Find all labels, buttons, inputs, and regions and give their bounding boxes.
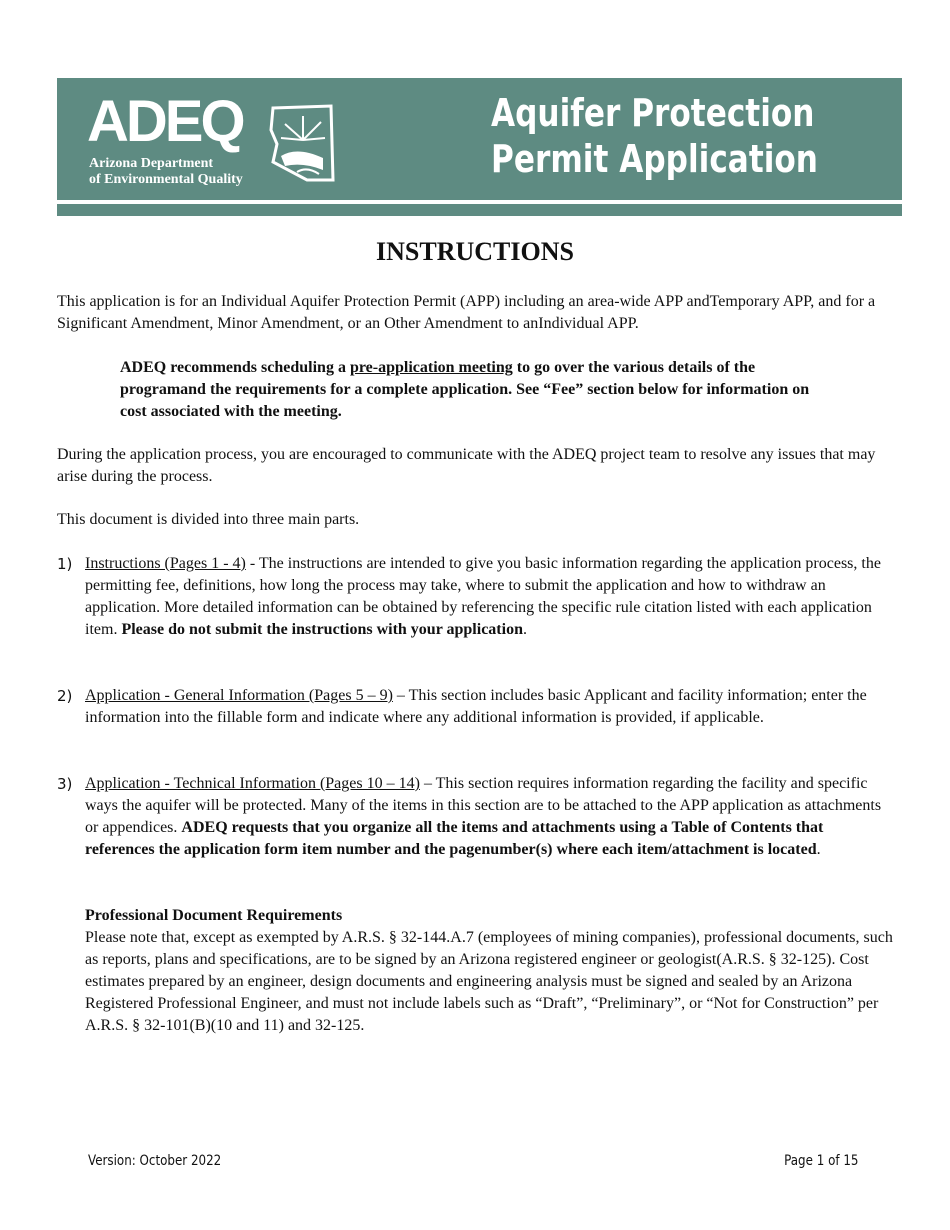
list-item-title: Application - General Information (Pages 5 – 9) <box>85 687 393 704</box>
adeq-logo-text: ADEQ <box>87 89 243 154</box>
banner-title <box>491 90 818 182</box>
professional-heading: Professional Document Requirements <box>85 907 343 924</box>
page-title: INSTRUCTIONS <box>376 237 574 266</box>
logo-sub-line1: Arizona Department <box>89 156 214 171</box>
divided-paragraph: This document is divided into three main parts. <box>57 511 360 528</box>
professional-section <box>57 905 895 1037</box>
list-item <box>57 685 895 729</box>
list-item <box>57 553 895 641</box>
list-item-tail: . <box>522 621 527 638</box>
recommend-after: to go over the various details of the programand the requirements for a complete application. See “Fee” section below for information on cost associated with the meeting. <box>120 359 810 420</box>
professional-text: Please note that, except as exempted by A.R.S. § 32-144.A.7 (employees of mining companies), professional documents, such as reports, plans and specifications, are to be signed by an Arizona registered engineer or geologist(A.R.S. § 32-125). Cost estimates prepared by an engineer, design documents and engineering analysis must be signed and sealed by an Arizona Registered Professional Engineer, and must not include labels such as “Draft”, “Preliminary”, or “Not for Construction” per A.R.S. § 32-101(B)(10 and 11) and 32-125. <box>85 929 893 1034</box>
intro-paragraph: This application is for an Individual Aquifer Protection Permit (APP) including an area-wide APP andTemporary APP, and for a Significant Amendment, Minor Amendment, or an Other Amendment to anIndividual APP. <box>57 293 876 332</box>
list-item-text: – This section requires information regarding the facility and specific ways the aquifer will be protected. Many of the items in this section are to be attached to the APP application as attachments or appendices. <box>85 775 882 836</box>
logo-sub-line2: of Environmental Quality <box>89 172 243 187</box>
list-item-bold: Please do not submit the instructions with your application <box>121 621 523 638</box>
footer-page-number: Page 1 of 15 <box>783 1153 858 1169</box>
list-number: 2) <box>57 687 73 705</box>
banner-stripe <box>57 204 902 216</box>
recommend-before: ADEQ recommends scheduling a <box>120 359 350 376</box>
professional-body <box>85 905 895 1037</box>
header-banner <box>57 78 902 200</box>
list-item <box>57 773 895 861</box>
list-item-body <box>85 553 895 641</box>
list-item-bold: ADEQ requests that you organize all the items and attachments using a Table of Contents that references the application form item number and the pagenumber(s) where each item/attachment is located <box>85 819 824 858</box>
during-paragraph: During the application process, you are encouraged to communicate with the ADEQ project team to resolve any issues that may arise during the process. <box>57 446 876 485</box>
footer-version: Version: October 2022 <box>88 1153 222 1169</box>
pre-application-meeting-link[interactable]: pre-application meeting <box>349 359 513 376</box>
list-number: 3) <box>57 775 73 793</box>
list-item-text: - The instructions are intended to give you basic information regarding the application process, the permitting fee, definitions, how long the process may take, where to submit the application and how to withdraw an application. More detailed information can be obtained by referencing the specific rule citation listed with each application item. <box>85 555 881 638</box>
list-item-title: Instructions (Pages 1 - 4) <box>85 555 246 572</box>
recommend-paragraph <box>120 357 820 423</box>
adeq-logo-subtitle <box>89 156 243 188</box>
list-number: 1) <box>57 555 73 573</box>
list-item-text: – This section includes basic Applicant and facility information; enter the information into the fillable form and indicate where any additional information is provided, if applicable. <box>85 687 867 726</box>
list-item-body <box>85 685 895 729</box>
list-item-title: Application - Technical Information (Pages 10 – 14) <box>85 775 420 792</box>
list-item-tail: . <box>816 841 821 858</box>
arizona-state-icon <box>267 100 339 184</box>
banner-title-line1: Aquifer Protection <box>491 91 815 135</box>
list-item-body <box>85 773 895 861</box>
banner-title-line2: Permit Application <box>491 137 818 181</box>
